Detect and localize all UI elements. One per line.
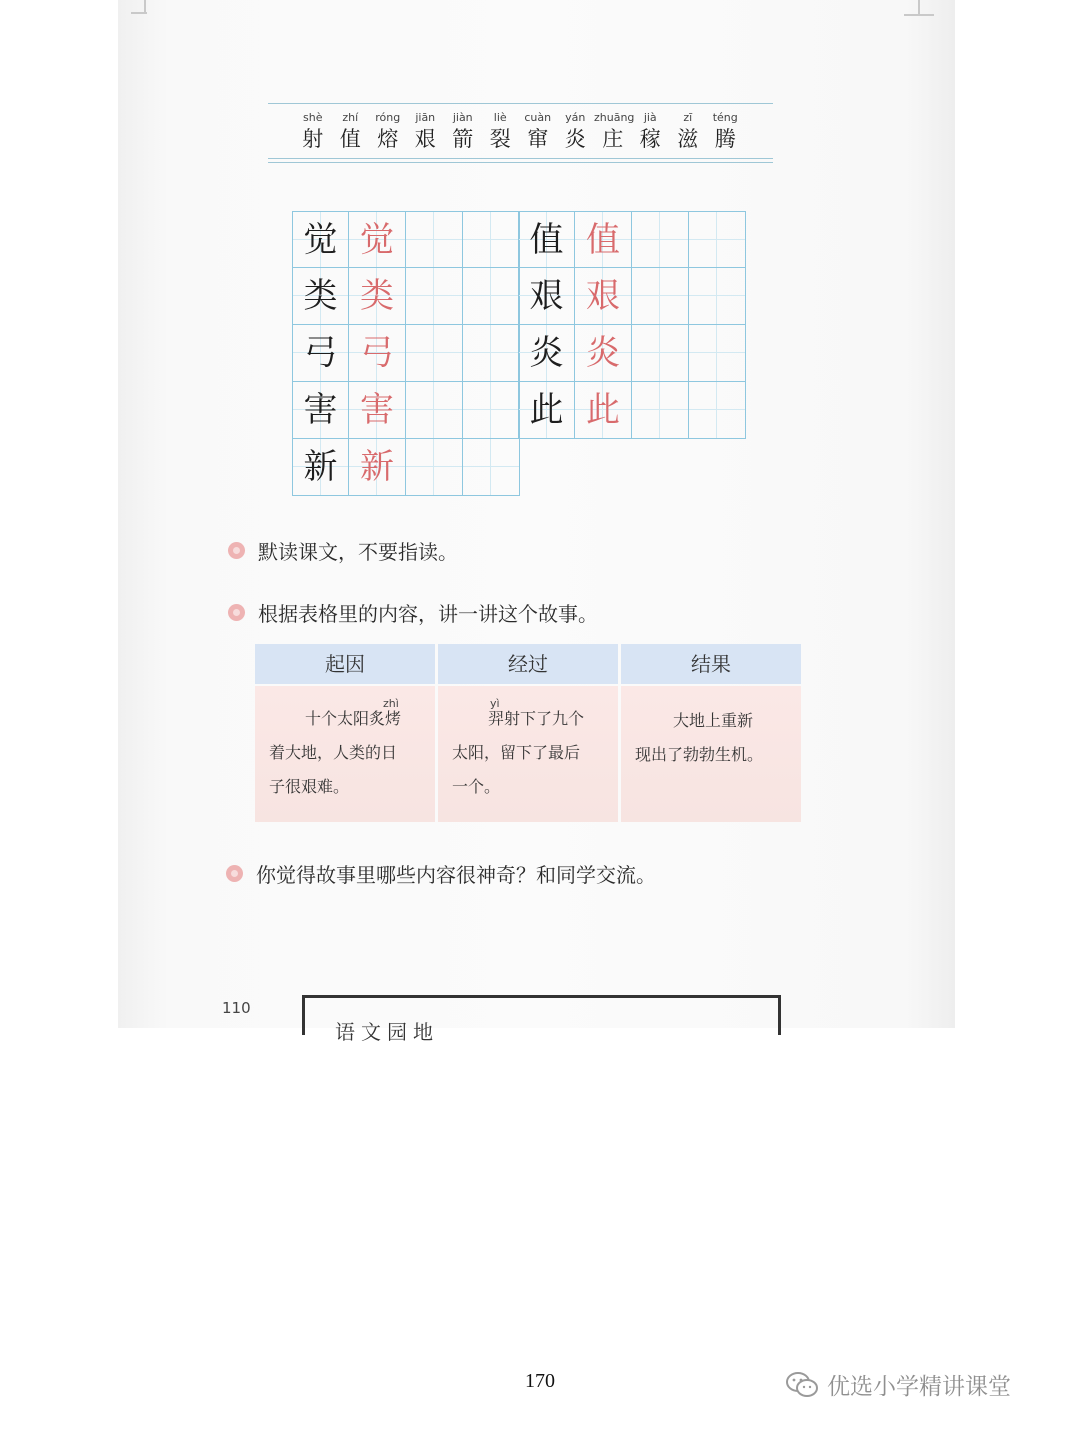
cell-cause [255, 686, 435, 822]
pinyin-word [707, 110, 745, 153]
writing-grid-left [292, 211, 520, 496]
cell-result [621, 686, 801, 822]
hanzi-text: 窜 [527, 127, 549, 151]
grid-char-trace: 类 [349, 268, 406, 325]
watermark-text: 优选小学精讲课堂 [827, 1374, 1011, 1400]
pinyin-word [407, 110, 445, 153]
result-line: 现出了勃勃生机。 [635, 745, 764, 764]
hanzi-text: 熔 [377, 127, 399, 151]
hanzi-text: 裂 [489, 127, 511, 151]
hanzi-text: 稼 [639, 127, 661, 151]
cause-line: 子很艰难。 [269, 777, 350, 796]
pinyin-annotation: zhì [383, 697, 399, 710]
hanzi-text: 箭 [452, 127, 474, 151]
question-2-text: 根据表格里的内容，讲一讲这个故事。 [258, 602, 598, 626]
pinyin-word-band [268, 103, 773, 163]
pinyin-text: zī [683, 111, 693, 124]
pinyin-word [632, 110, 670, 153]
grid-char-model: 艰 [518, 268, 575, 325]
pinyin-word-row [294, 110, 744, 153]
pinyin-text: jiàn [452, 111, 473, 124]
grid-char-model: 觉 [292, 211, 349, 268]
flower-bullet-icon [226, 865, 243, 882]
hanzi-text: 值 [339, 127, 361, 151]
pinyin-word [444, 110, 482, 153]
grid-char-model: 类 [292, 268, 349, 325]
header-cause: 起因 [255, 644, 435, 684]
hanzi-text: 腾 [714, 127, 736, 151]
next-section-box [302, 995, 781, 1044]
question-3-text: 你觉得故事里哪些内容很神奇？和同学交流。 [256, 863, 656, 887]
watermark [785, 1368, 1011, 1401]
grid-char-trace: 值 [575, 211, 632, 268]
grid-char-trace: 新 [349, 439, 406, 496]
grid-empty-cell [689, 268, 746, 325]
grid-empty-cell [632, 382, 689, 439]
hanzi-text: 庄 [602, 127, 624, 151]
pinyin-text: shè [303, 111, 323, 124]
pinyin-word [369, 110, 407, 153]
header-result: 结果 [621, 644, 801, 684]
grid-char-model: 炎 [518, 325, 575, 382]
grid-char-trace: 艰 [575, 268, 632, 325]
pinyin-word [669, 110, 707, 153]
cause-line: 着大地，人类的日 [269, 743, 398, 762]
pinyin-text: téng [712, 111, 738, 124]
hanzi-text: 射 [302, 127, 324, 151]
grid-empty-cell [689, 325, 746, 382]
pinyin-text: róng [375, 111, 401, 124]
question-2 [228, 598, 598, 627]
cell-process [438, 686, 618, 822]
grid-empty-cell [406, 268, 463, 325]
pinyin-word [594, 110, 635, 153]
grid-empty-cell [406, 382, 463, 439]
pinyin-text: yán [565, 111, 586, 124]
hanzi-text: 炎 [564, 127, 586, 151]
crop-mark [144, 0, 146, 12]
grid-empty-cell [406, 439, 463, 496]
pinyin-text: jiān [415, 111, 436, 124]
page-number: 170 [525, 1370, 555, 1392]
pinyin-text: zhí [342, 111, 359, 124]
story-table [255, 644, 801, 822]
grid-empty-cell [632, 211, 689, 268]
flower-bullet-icon [228, 604, 245, 621]
pinyin-word [332, 110, 370, 153]
story-table-body-row [255, 686, 801, 822]
pinyin-annotation: yì [490, 697, 500, 710]
grid-empty-cell [463, 211, 520, 268]
grid-char-trace: 害 [349, 382, 406, 439]
grid-char-model: 新 [292, 439, 349, 496]
pinyin-word [482, 110, 520, 153]
next-section-title: 语文园地 [335, 1020, 439, 1044]
pinyin-text: cuàn [524, 111, 552, 124]
grid-char-trace: 觉 [349, 211, 406, 268]
grid-empty-cell [463, 268, 520, 325]
process-line: 一个。 [452, 777, 501, 796]
grid-empty-cell [463, 325, 520, 382]
question-3 [226, 859, 656, 888]
grid-char-model: 害 [292, 382, 349, 439]
pinyin-word [557, 110, 595, 153]
pinyin-text: zhuāng [594, 111, 635, 124]
story-table-header-row [255, 644, 801, 684]
pinyin-word [294, 110, 332, 153]
flower-bullet-icon [228, 542, 245, 559]
crop-mark [904, 14, 934, 16]
grid-empty-cell [406, 325, 463, 382]
process-line: 太阳，留下了最后 [452, 743, 581, 762]
grid-empty-cell [406, 211, 463, 268]
grid-char-trace: 炎 [575, 325, 632, 382]
writing-grid-right [518, 211, 746, 439]
hanzi-text: 滋 [677, 127, 699, 151]
grid-empty-cell [632, 325, 689, 382]
question-1 [228, 536, 458, 565]
process-line: 羿射下了九个 [488, 709, 585, 728]
grid-char-trace: 此 [575, 382, 632, 439]
result-line: 大地上重新 [673, 711, 754, 730]
grid-empty-cell [689, 211, 746, 268]
grid-empty-cell [463, 439, 520, 496]
header-process: 经过 [438, 644, 618, 684]
pinyin-text: liè [493, 111, 507, 124]
cause-line: 十个太阳炙烤 [305, 709, 402, 728]
pinyin-text: jià [643, 111, 657, 124]
inner-page-number: 110 [222, 999, 251, 1017]
pinyin-word [519, 110, 557, 153]
grid-empty-cell [632, 268, 689, 325]
grid-char-model: 值 [518, 211, 575, 268]
grid-char-trace: 弓 [349, 325, 406, 382]
grid-empty-cell [689, 382, 746, 439]
question-1-text: 默读课文，不要指读。 [258, 540, 458, 564]
wechat-icon [785, 1371, 819, 1399]
hanzi-text: 艰 [414, 127, 436, 151]
grid-char-model: 弓 [292, 325, 349, 382]
grid-char-model: 此 [518, 382, 575, 439]
grid-empty-cell [463, 382, 520, 439]
